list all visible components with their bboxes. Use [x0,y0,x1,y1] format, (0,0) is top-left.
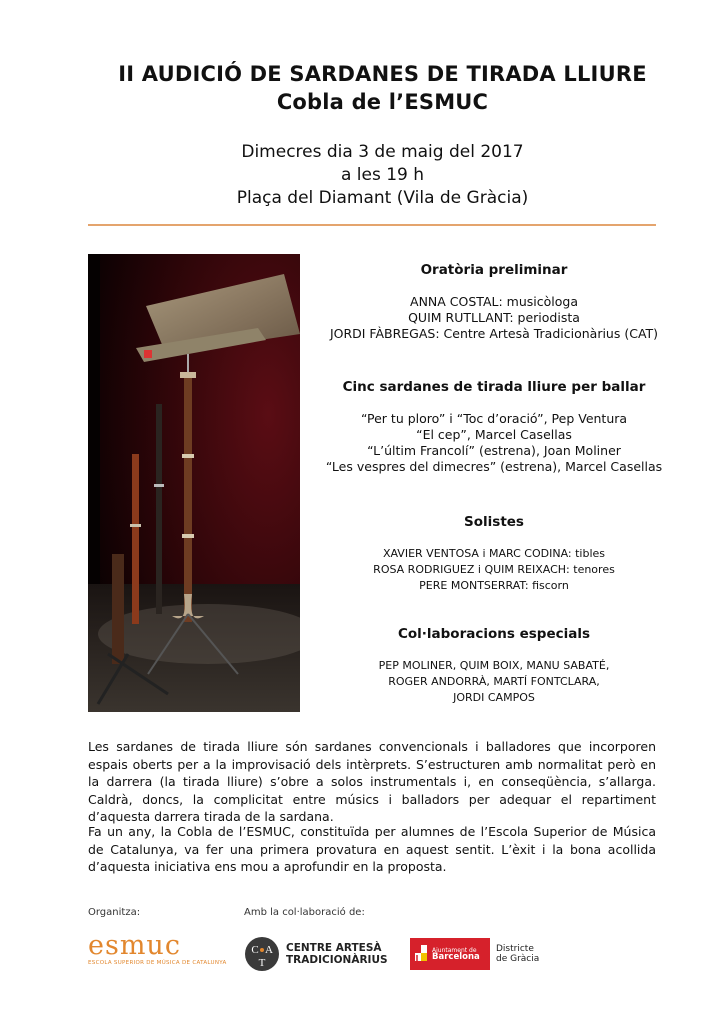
barcelona-logo [410,938,539,970]
program-line: JORDI FÀBREGAS: Centre Artesà Tradicionàrius (CAT) [329,326,659,341]
body-paragraph-1: Les sardanes de tirada lliure són sardanes convencionals i balladores que incorporen espais oberts per a la improvisació dels intèrprets. S’estructuren amb normalitat però en la darrera (la tirada lliure) s’obre a solos instrumentals i, en conseqüència, s’allarga. Caldrà, doncs, la complicitat entre músics i balladors per adequar el repartiment d’aquesta darrera tirada de la sardana. [88,739,656,824]
collab-label: Amb la col·laboració de: [244,907,365,918]
cat-name-line2: TRADICIONÀRIUS [286,954,388,966]
program-line: PERE MONTSERRAT: fiscorn [419,579,569,592]
program-line: “L’últim Francolí” (estrena), Joan Moliner [367,443,621,458]
district-line1: Districte [496,944,534,954]
cat-letter: A [265,944,273,956]
event-place: Plaça del Diamant (Vila de Gràcia) [236,188,529,208]
section-heading: Cinc sardanes de tirada lliure per ballar [342,379,646,395]
bcn-line2: Barcelona [432,952,480,962]
program-line: XAVIER VENTOSA i MARC CODINA: tibles [382,547,606,560]
section-oratoria [322,262,666,342]
cat-logo [244,936,388,972]
divider [88,224,656,226]
instruments-photo [88,254,300,712]
district-line2: de Gràcia [496,954,540,964]
poster-subtitle: Cobla de l’ESMUC [276,90,489,114]
body-paragraph-2: Fa un any, la Cobla de l’ESMUC, constituïda per alumnes de l’Escola Superior de Música de Catalunya, va fer una primera provatura en aquest sentit. L’èxit i la bona acollida d’aquesta iniciativa ens mou a aprofundir en la proposta. [88,824,656,874]
section-solistes [322,514,666,594]
program-line: ANNA COSTAL: musicòloga [410,294,578,309]
event-time: a les 19 h [340,165,425,185]
bcn-line1: Ajuntament de [432,947,477,954]
cat-circle-icon [244,936,280,972]
program-line: ROSA RODRIGUEZ i QUIM REIXACH: tenores [373,563,615,576]
section-sardanes [322,379,666,475]
program-line: QUIM RUTLLANT: periodista [408,310,580,325]
esmuc-subtitle: ESCOLA SUPERIOR DE MÚSICA DE CATALUNYA [88,960,227,966]
program-line: “Les vespres del dimecres” (estrena), Marcel Casellas [325,459,663,474]
section-heading: Solistes [464,514,524,530]
organizer-label: Organitza: [88,907,141,918]
esmuc-wordmark: esmuc [88,930,181,961]
program-line: “Per tu ploro” i “Toc d’oració”, Pep Ventura [360,411,628,426]
cat-letter: T [258,957,266,969]
esmuc-logo [88,932,227,966]
program-line: JORDI CAMPOS [453,691,535,704]
barcelona-shield-icon [414,944,428,964]
section-heading: Oratòria preliminar [420,262,568,278]
program-line: “El cep”, Marcel Casellas [416,427,572,442]
event-date: Dimecres dia 3 de maig del 2017 [241,142,524,162]
program-line: PEP MOLINER, QUIM BOIX, MANU SABATÉ, [378,659,610,672]
cat-letter: C [251,944,259,956]
cat-name-line1: CENTRE ARTESÀ [286,942,382,954]
section-collaboracions [322,626,666,706]
program-line: ROGER ANDORRÀ, MARTÍ FONTCLARA, [388,675,600,688]
section-heading: Col·laboracions especials [397,626,591,642]
poster-title: II AUDICIÓ DE SARDANES DE TIRADA LLIURE [118,62,647,86]
